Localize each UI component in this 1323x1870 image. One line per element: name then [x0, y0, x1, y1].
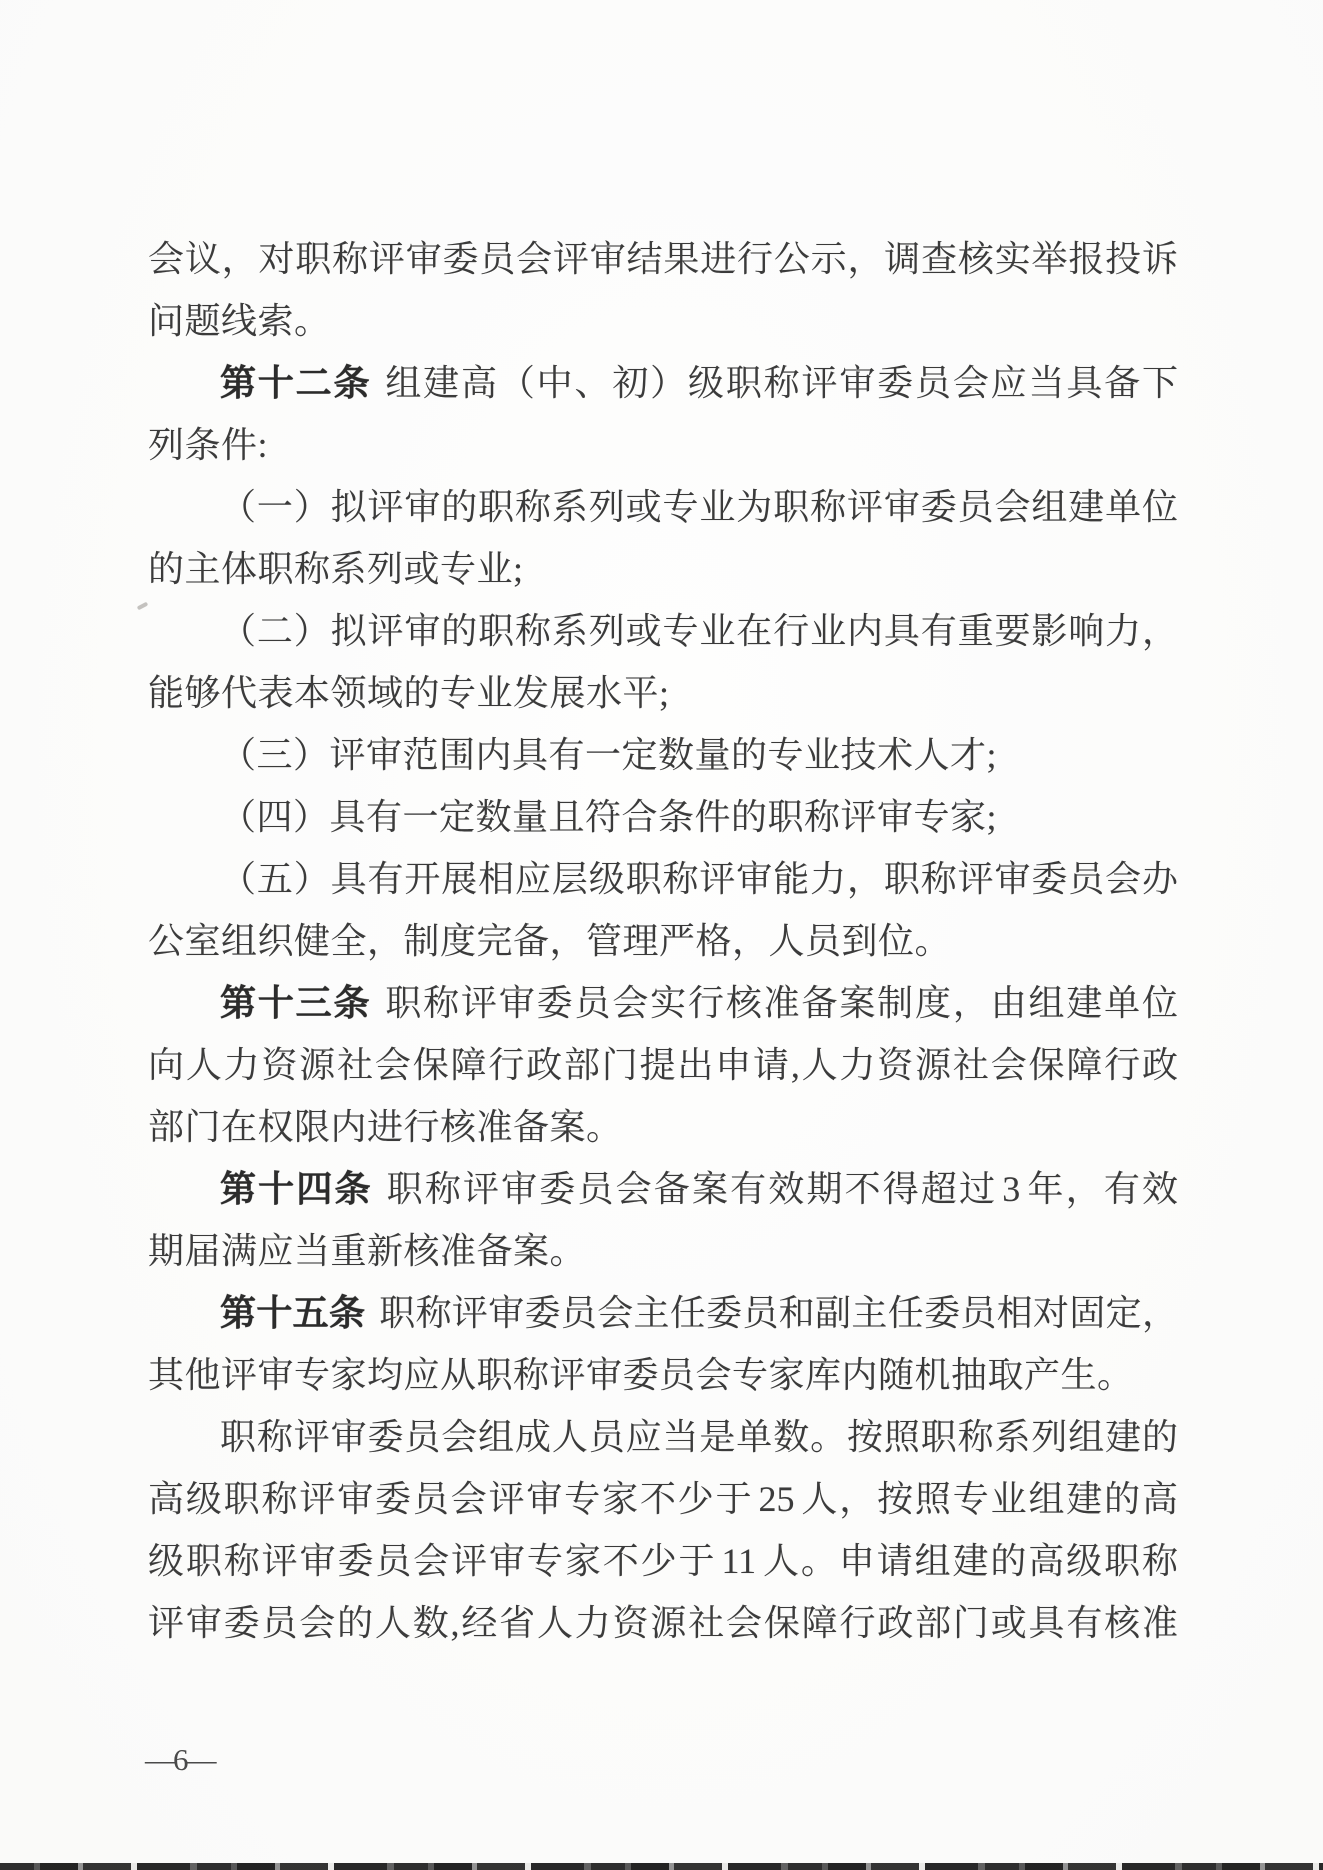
text-line: 高级职称评审委员会评审专家不少于 25 人，按照专业组建的高: [148, 1479, 1178, 1519]
article-number: 第十五条: [220, 1293, 366, 1333]
text-line: 职称评审委员会组成人员应当是单数。按照职称系列组建的: [220, 1417, 1178, 1457]
article-number: 第十四条: [220, 1169, 373, 1209]
arabic-numeral: 3: [1002, 1169, 1021, 1209]
text-line: （二）拟评审的职称系列或专业在行业内具有重要影响力，: [220, 611, 1178, 651]
text-line: 能够代表本领域的专业发展水平;: [148, 673, 670, 713]
text-line: 的主体职称系列或专业;: [148, 549, 524, 589]
text-line: 会议，对职称评审委员会评审结果进行公示，调查核实举报投诉: [148, 239, 1178, 279]
text-line: 期届满应当重新核准备案。: [148, 1231, 587, 1271]
scan-edge-artifact: [0, 1863, 1323, 1870]
text-line: 评审委员会的人数,经省人力资源社会保障行政部门或具有核准: [148, 1603, 1178, 1643]
document-body: [148, 228, 1178, 1654]
text-line: 第十四条 职称评审委员会备案有效期不得超过 3 年，有效: [220, 1169, 1178, 1209]
text-line: 部门在权限内进行核准备案。: [148, 1107, 623, 1147]
text-line: （一）拟评审的职称系列或专业为职称评审委员会组建单位: [220, 487, 1178, 527]
text-line: 列条件:: [148, 425, 269, 465]
text-line: 第十五条 职称评审委员会主任委员和副主任委员相对固定，: [220, 1293, 1178, 1333]
text-line: 公室组织健全，制度完备，管理严格，人员到位。: [148, 921, 952, 961]
text-line: 级职称评审委员会评审专家不少于 11 人。申请组建的高级职称: [148, 1541, 1178, 1581]
article-number: 第十三条: [220, 983, 372, 1023]
scan-speck-artifact: [137, 602, 149, 611]
text-line: 第十二条 组建高（中、初）级职称评审委员会应当具备下: [220, 363, 1178, 403]
text-line: 其他评审专家均应从职称评审委员会专家库内随机抽取产生。: [148, 1355, 1134, 1395]
text-line: （四）具有一定数量且符合条件的职称评审专家;: [220, 797, 998, 837]
text-line: 向人力资源社会保障行政部门提出申请,人力资源社会保障行政: [148, 1045, 1178, 1085]
text-line: 第十三条 职称评审委员会实行核准备案制度，由组建单位: [220, 983, 1178, 1023]
page-number: —6—: [145, 1742, 214, 1777]
text-line: 问题线索。: [148, 301, 331, 341]
text-line: （五）具有开展相应层级职称评审能力，职称评审委员会办: [220, 859, 1178, 899]
article-number: 第十二条: [220, 363, 372, 403]
arabic-numeral: 11: [721, 1541, 757, 1581]
text-line: （三）评审范围内具有一定数量的专业技术人才;: [220, 735, 998, 775]
arabic-numeral: 25: [758, 1479, 795, 1519]
